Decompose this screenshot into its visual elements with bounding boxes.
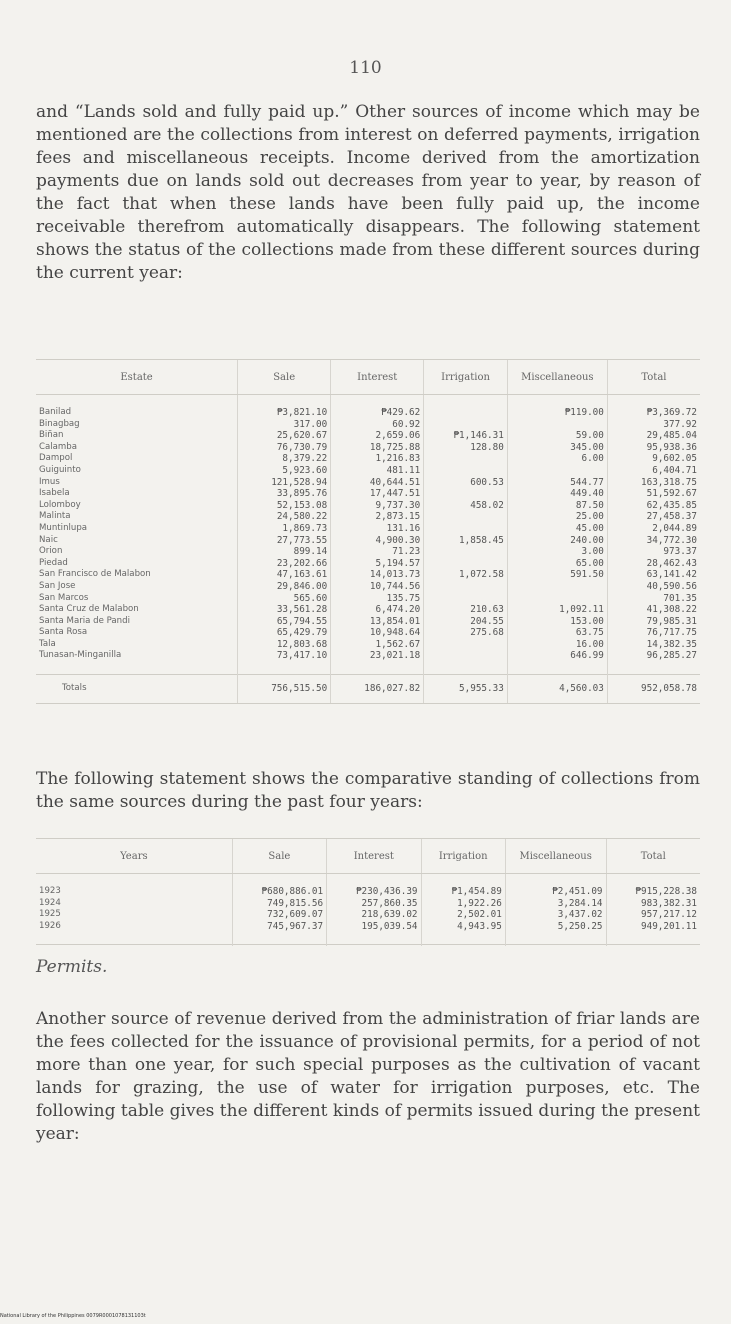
cell-value	[424, 488, 508, 500]
cell-value: 71.23	[331, 546, 424, 558]
cell-value: 25.00	[507, 511, 607, 523]
cell-value: 195,039.54	[327, 921, 421, 933]
table-row	[36, 419, 700, 431]
row-label: Isabela	[39, 488, 70, 499]
cell-value: 1,858.45	[424, 535, 508, 547]
row-label: San Francisco de Malabon	[39, 569, 151, 580]
cell-value: ₱680,886.01	[232, 886, 326, 898]
permits-paragraph: Another source of revenue derived from the administration of friar lands are the fees collected for the issuance of provisional permits, for a period of not more than one year, for such special purposes as the cultivation of vacant lands for grazing, the use of water for irrigation purposes, etc. The following table gives the different kinds of permits issued during the present year:	[36, 1009, 700, 1144]
cell-value: 153.00	[507, 616, 607, 628]
cell-value: 1,869.73	[238, 523, 331, 535]
cell-value: 449.40	[507, 488, 607, 500]
table-row	[36, 886, 700, 898]
cell-value: ₱1,146.31	[424, 430, 508, 442]
cell-value	[507, 419, 607, 431]
row-label: 1923	[39, 886, 61, 896]
totals-row	[36, 675, 700, 704]
row-label: Naic	[39, 534, 58, 545]
table-row	[36, 511, 700, 523]
cell-value: 13,854.01	[331, 616, 424, 628]
cell-value: 5,250.25	[505, 921, 606, 933]
table-row	[36, 569, 700, 581]
cell-value: 14,013.73	[331, 569, 424, 581]
cell-value	[424, 650, 508, 662]
cell-value: 4,900.30	[331, 535, 424, 547]
row-label: Santa Maria de Pandi	[39, 615, 130, 626]
cell-value: 65.00	[507, 558, 607, 570]
cell-value: 544.77	[507, 477, 607, 489]
column-header: Interest	[331, 360, 424, 395]
cell-value: 51,592.67	[607, 488, 700, 500]
cell-value: 257,860.35	[327, 898, 421, 910]
column-header: Total	[606, 839, 700, 874]
cell-value: 25,620.67	[238, 430, 331, 442]
cell-value: 732,609.07	[232, 909, 326, 921]
total-value: 952,058.78	[607, 675, 700, 704]
row-label: 1926	[39, 920, 61, 931]
cell-value: 3,437.02	[505, 909, 606, 921]
cell-value: 63,141.42	[607, 569, 700, 581]
cell-value: 135.75	[331, 593, 424, 605]
column-header: Sale	[238, 360, 331, 395]
cell-value	[424, 558, 508, 570]
cell-value	[424, 546, 508, 558]
cell-value: 2,044.89	[607, 523, 700, 535]
cell-value	[424, 639, 508, 651]
cell-value: 6,404.71	[607, 465, 700, 477]
total-value: 5,955.33	[424, 675, 508, 704]
cell-value: 6.00	[507, 453, 607, 465]
table-row	[36, 627, 700, 639]
cell-value: 5,923.60	[238, 465, 331, 477]
cell-value: 1,216.83	[331, 453, 424, 465]
row-label: San Jose	[39, 580, 76, 591]
cell-value: 79,985.31	[607, 616, 700, 628]
row-label: Santa Rosa	[39, 627, 88, 638]
total-value: 756,515.50	[238, 675, 331, 704]
cell-value: ₱230,436.39	[327, 886, 421, 898]
cell-value: 14,382.35	[607, 639, 700, 651]
table-row	[36, 546, 700, 558]
cell-value: 40,644.51	[331, 477, 424, 489]
total-value: 186,027.82	[331, 675, 424, 704]
table-row	[36, 581, 700, 593]
cell-value	[424, 593, 508, 605]
cell-value: 481.11	[331, 465, 424, 477]
cell-value: 2,873.15	[331, 511, 424, 523]
page-number: 110	[349, 58, 382, 78]
row-label: San Marcos	[39, 592, 89, 603]
cell-value: 131.16	[331, 523, 424, 535]
cell-value: ₱915,228.38	[606, 886, 700, 898]
cell-value: 18,725.88	[331, 442, 424, 454]
cell-value: 957,217.12	[606, 909, 700, 921]
cell-value: 17,447.51	[331, 488, 424, 500]
current-year-collections-table	[36, 359, 700, 704]
table-row	[36, 477, 700, 489]
table-row	[36, 616, 700, 628]
table-body	[36, 395, 700, 704]
cell-value: 701.35	[607, 593, 700, 605]
column-header: Years	[36, 839, 232, 874]
table-row	[36, 523, 700, 535]
cell-value: ₱2,451.09	[505, 886, 606, 898]
cell-value: 600.53	[424, 477, 508, 489]
cell-value: 16.00	[507, 639, 607, 651]
cell-value: 1,092.11	[507, 604, 607, 616]
cell-value: 646.99	[507, 650, 607, 662]
cell-value: 973.37	[607, 546, 700, 558]
cell-value: 28,462.43	[607, 558, 700, 570]
column-header: Interest	[327, 839, 421, 874]
table-row	[36, 453, 700, 465]
cell-value: 1,922.26	[421, 898, 505, 910]
cell-value: 76,717.75	[607, 627, 700, 639]
cell-value	[424, 511, 508, 523]
row-label: Malinta	[39, 511, 71, 522]
column-header: Irrigation	[421, 839, 505, 874]
cell-value: 52,153.08	[238, 500, 331, 512]
cell-value: ₱1,454.89	[421, 886, 505, 898]
table-row	[36, 898, 700, 910]
row-label: Tala	[39, 638, 56, 649]
cell-value	[424, 419, 508, 431]
cell-value	[507, 593, 607, 605]
table-row	[36, 650, 700, 662]
intro-paragraph: and “Lands sold and fully paid up.” Other sources of income which may be mentioned are the collections from interest on deferred payments, irrigation fees and miscellaneous receipts. Income derived from the amortization payments due on lands sold out decreases from year to year, by reason of the fact that when these lands have been fully paid up, the income receivable therefrom automatically disappears. The following statement shows the status of the collections made from these different sources during the current year:	[36, 102, 700, 283]
cell-value: 899.14	[238, 546, 331, 558]
permits-heading: Permits.	[36, 957, 108, 977]
cell-value: 95,938.36	[607, 442, 700, 454]
cell-value	[507, 465, 607, 477]
cell-value: 29,485.04	[607, 430, 700, 442]
row-label: Dampol	[39, 453, 73, 464]
table-row	[36, 500, 700, 512]
cell-value	[507, 581, 607, 593]
row-label: Tunasan-Minganilla	[39, 650, 122, 661]
cell-value: 62,435.85	[607, 500, 700, 512]
cell-value: 749,815.56	[232, 898, 326, 910]
cell-value: 76,730.79	[238, 442, 331, 454]
table-row	[36, 407, 700, 419]
cell-value: 59.00	[507, 430, 607, 442]
table-header-row	[36, 360, 700, 395]
table-row	[36, 535, 700, 547]
cell-value: 40,590.56	[607, 581, 700, 593]
cell-value: 591.50	[507, 569, 607, 581]
cell-value: 565.60	[238, 593, 331, 605]
table-row	[36, 488, 700, 500]
column-header: Miscellaneous	[505, 839, 606, 874]
cell-value: 458.02	[424, 500, 508, 512]
cell-value: 96,285.27	[607, 650, 700, 662]
cell-value: 10,744.56	[331, 581, 424, 593]
cell-value: 87.50	[507, 500, 607, 512]
cell-value: 121,528.94	[238, 477, 331, 489]
table-row	[36, 593, 700, 605]
column-header: Total	[607, 360, 700, 395]
library-footer: National Library of the Philippines 0079R0001078131103t	[0, 1313, 146, 1319]
row-label: Biñan	[39, 430, 64, 441]
cell-value: 27,458.37	[607, 511, 700, 523]
cell-value	[424, 453, 508, 465]
table-row	[36, 430, 700, 442]
totals-label: Totals	[36, 675, 238, 704]
cell-value: 23,021.18	[331, 650, 424, 662]
cell-value: 128.80	[424, 442, 508, 454]
row-label: Calamba	[39, 441, 78, 452]
row-label: Piedad	[39, 557, 68, 568]
cell-value: 3.00	[507, 546, 607, 558]
row-label: 1925	[39, 909, 61, 920]
cell-value: 5,194.57	[331, 558, 424, 570]
table-row	[36, 442, 700, 454]
cell-value: 10,948.64	[331, 627, 424, 639]
cell-value	[424, 465, 508, 477]
cell-value: 240.00	[507, 535, 607, 547]
column-header: Sale	[232, 839, 326, 874]
cell-value: 210.63	[424, 604, 508, 616]
row-label: Orion	[39, 546, 63, 557]
cell-value: ₱3,369.72	[607, 407, 700, 419]
cell-value: 275.68	[424, 627, 508, 639]
cell-value: 45.00	[507, 523, 607, 535]
cell-value: ₱429.62	[331, 407, 424, 419]
cell-value: 73,417.10	[238, 650, 331, 662]
row-label: Binagbag	[39, 418, 80, 429]
cell-value: 377.92	[607, 419, 700, 431]
cell-value: 745,967.37	[232, 921, 326, 933]
cell-value: 27,773.55	[238, 535, 331, 547]
cell-value: 41,308.22	[607, 604, 700, 616]
cell-value: 65,794.55	[238, 616, 331, 628]
cell-value: 34,772.30	[607, 535, 700, 547]
table-body	[36, 874, 700, 947]
table-row	[36, 604, 700, 616]
total-value: 4,560.03	[507, 675, 607, 704]
column-header: Estate	[36, 360, 238, 395]
cell-value: 163,318.75	[607, 477, 700, 489]
cell-value: 23,202.66	[238, 558, 331, 570]
row-label: Imus	[39, 476, 60, 487]
column-header: Irrigation	[424, 360, 508, 395]
cell-value: 29,846.00	[238, 581, 331, 593]
cell-value: ₱3,821.10	[238, 407, 331, 419]
cell-value: 1,562.67	[331, 639, 424, 651]
column-header: Miscellaneous	[507, 360, 607, 395]
cell-value: 60.92	[331, 419, 424, 431]
cell-value: 33,561.28	[238, 604, 331, 616]
cell-value: ₱119.00	[507, 407, 607, 419]
row-label: 1924	[39, 897, 61, 908]
cell-value: 218,639.02	[327, 909, 421, 921]
table-row	[36, 921, 700, 933]
cell-value: 2,659.06	[331, 430, 424, 442]
cell-value: 3,284.14	[505, 898, 606, 910]
cell-value: 9,737.30	[331, 500, 424, 512]
four-year-comparison-table	[36, 838, 700, 946]
cell-value: 24,580.22	[238, 511, 331, 523]
table-row	[36, 558, 700, 570]
row-label: Banilad	[39, 407, 72, 417]
cell-value: 65,429.79	[238, 627, 331, 639]
cell-value: 1,072.58	[424, 569, 508, 581]
cell-value	[424, 581, 508, 593]
cell-value: 949,201.11	[606, 921, 700, 933]
cell-value: 4,943.95	[421, 921, 505, 933]
row-label: Muntinlupa	[39, 522, 88, 533]
row-label: Lolomboy	[39, 499, 81, 510]
cell-value: 63.75	[507, 627, 607, 639]
table-row	[36, 639, 700, 651]
cell-value: 33,895.76	[238, 488, 331, 500]
table-row	[36, 909, 700, 921]
row-label: Guiguinto	[39, 464, 81, 475]
cell-value: 317.00	[238, 419, 331, 431]
comparative-paragraph: The following statement shows the comparative standing of collections from the same sources during the past four years:	[36, 769, 700, 812]
row-label: Santa Cruz de Malabon	[39, 604, 139, 615]
cell-value: 6,474.20	[331, 604, 424, 616]
table-row	[36, 465, 700, 477]
cell-value: 2,502.01	[421, 909, 505, 921]
cell-value: 204.55	[424, 616, 508, 628]
cell-value: 9,602.05	[607, 453, 700, 465]
cell-value	[424, 407, 508, 419]
cell-value: 345.00	[507, 442, 607, 454]
cell-value: 47,163.61	[238, 569, 331, 581]
cell-value: 12,803.68	[238, 639, 331, 651]
table-header-row	[36, 839, 700, 874]
cell-value: 983,382.31	[606, 898, 700, 910]
cell-value: 8,379.22	[238, 453, 331, 465]
cell-value	[424, 523, 508, 535]
